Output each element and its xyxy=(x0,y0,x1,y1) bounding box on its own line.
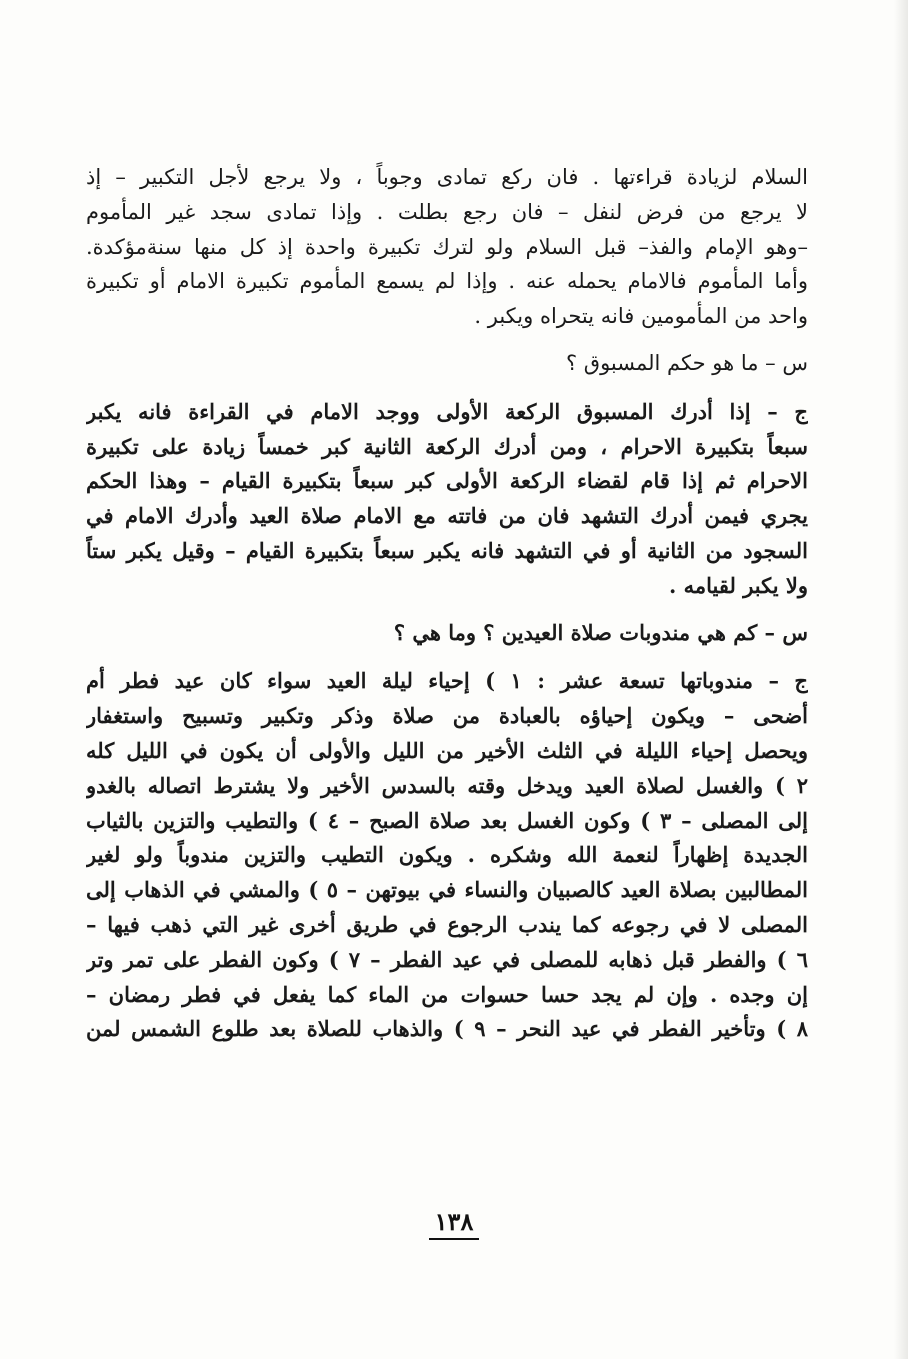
text-line: يجري فيمن أدرك التشهد فان من فاتته مع الامام صلاة العيد وأدرك الامام في xyxy=(86,503,808,529)
question-heading: س – ما هو حكم المسبوق ؟ xyxy=(565,350,808,375)
text-line: الاحرام ثم إذا قام لقضاء الركعة الأولى كبر سبعاً بتكبيرة القيام – وهذا الحكم xyxy=(86,468,808,494)
text-line: واحد من المأمومين فانه يتحراه ويكبر . xyxy=(474,304,808,329)
text-line: المصلى لا في رجوعه كما يندب الرجوع في طريق أخرى غير التي ذهب فيها – xyxy=(86,911,808,937)
text-line: إلى المصلى – ٣ ) وكون الغسل بعد صلاة الصبح – ٤ ) والتطيب والتزين بالثياب xyxy=(86,807,808,833)
text-line: الجديدة إظهاراً لنعمة الله وشكره . ويكون التطيب والتزين مندوباً ولو لغير xyxy=(86,842,808,868)
text-line: لا يرجع من فرض لنفل – فان رجع بطلت . وإذا تمادى سجد غير المأموم xyxy=(86,199,808,224)
text-line: ٦ ) والفطر قبل ذهابه للمصلى في عيد الفطر – ٧ ) وكون الفطر على تمر وتر xyxy=(86,946,808,972)
text-line: السجود من الثانية أو في التشهد فانه يكبر سبعاً بتكبيرة القيام – وقيل يكبر ستاً xyxy=(86,537,808,563)
text-line: المطالبين بصلاة العيد كالصبيان والنساء في بيوتهن – ٥ ) والمشي في الذهاب إلى xyxy=(86,877,808,903)
answer-paragraph xyxy=(86,664,808,1047)
text-line: إن وجده . وإن لم يجد حسا حسوات من الماء كما يفعل في فطر رمضان – xyxy=(86,981,808,1007)
question-heading: س – كم هي مندوبات صلاة العيدين ؟ وما هي ؟ xyxy=(393,619,808,645)
page-number xyxy=(0,1207,908,1236)
page-body xyxy=(86,160,808,1047)
page-number-text: ١٣٨ xyxy=(429,1207,480,1240)
text-line: ج – إذا أدرك المسبوق الركعة الأولى ووجد الامام في القراءة فانه يكبر xyxy=(86,398,808,424)
text-line: أضحى – ويكون إحياؤه بالعبادة من صلاة وذكر وتكبير وتسبيح واستغفار xyxy=(86,703,808,729)
text-line: ويحصل إحياء الليلة في الثلث الأخير من الليل والأولى أن يكون في الليل كله xyxy=(86,737,808,763)
text-line: ج – مندوباتها تسعة عشر : ١ ) إحياء ليلة العيد سواء كان عيد فطر أم xyxy=(86,668,808,694)
text-line: ولا يكبر لقيامه . xyxy=(669,572,808,598)
text-line: ٢ ) والغسل لصلاة العيد ويدخل وقته بالسدس الأخير ولا يشترط اتصاله بالغدو xyxy=(86,772,808,798)
text-line: –وهو الإمام والفذ– قبل السلام ولو لترك تكبيرة واحدة إذ كل منها سنةمؤكدة. xyxy=(86,234,808,259)
text-line: السلام لزيادة قراءتها . فان ركع تمادى وجوباً ، ولا يرجع لأجل التكبير – إذ xyxy=(86,165,808,189)
text-line: وأما المأموم فالامام يحمله عنه . وإذا لم يسمع المأموم تكبيرة الامام أو تكبيرة xyxy=(86,269,808,294)
text-line: ٨ ) وتأخير الفطر في عيد النحر – ٩ ) والذهاب للصلاة بعد طلوع الشمس لمن xyxy=(86,1016,808,1042)
paragraph-intro xyxy=(86,160,808,334)
page-edge-shadow xyxy=(894,0,908,1359)
answer-paragraph xyxy=(86,395,808,604)
text-line: سبعاً بتكبيرة الاحرام ، ومن أدرك الركعة الثانية كبر خمساً زيادة على تكبيرة xyxy=(86,433,808,459)
